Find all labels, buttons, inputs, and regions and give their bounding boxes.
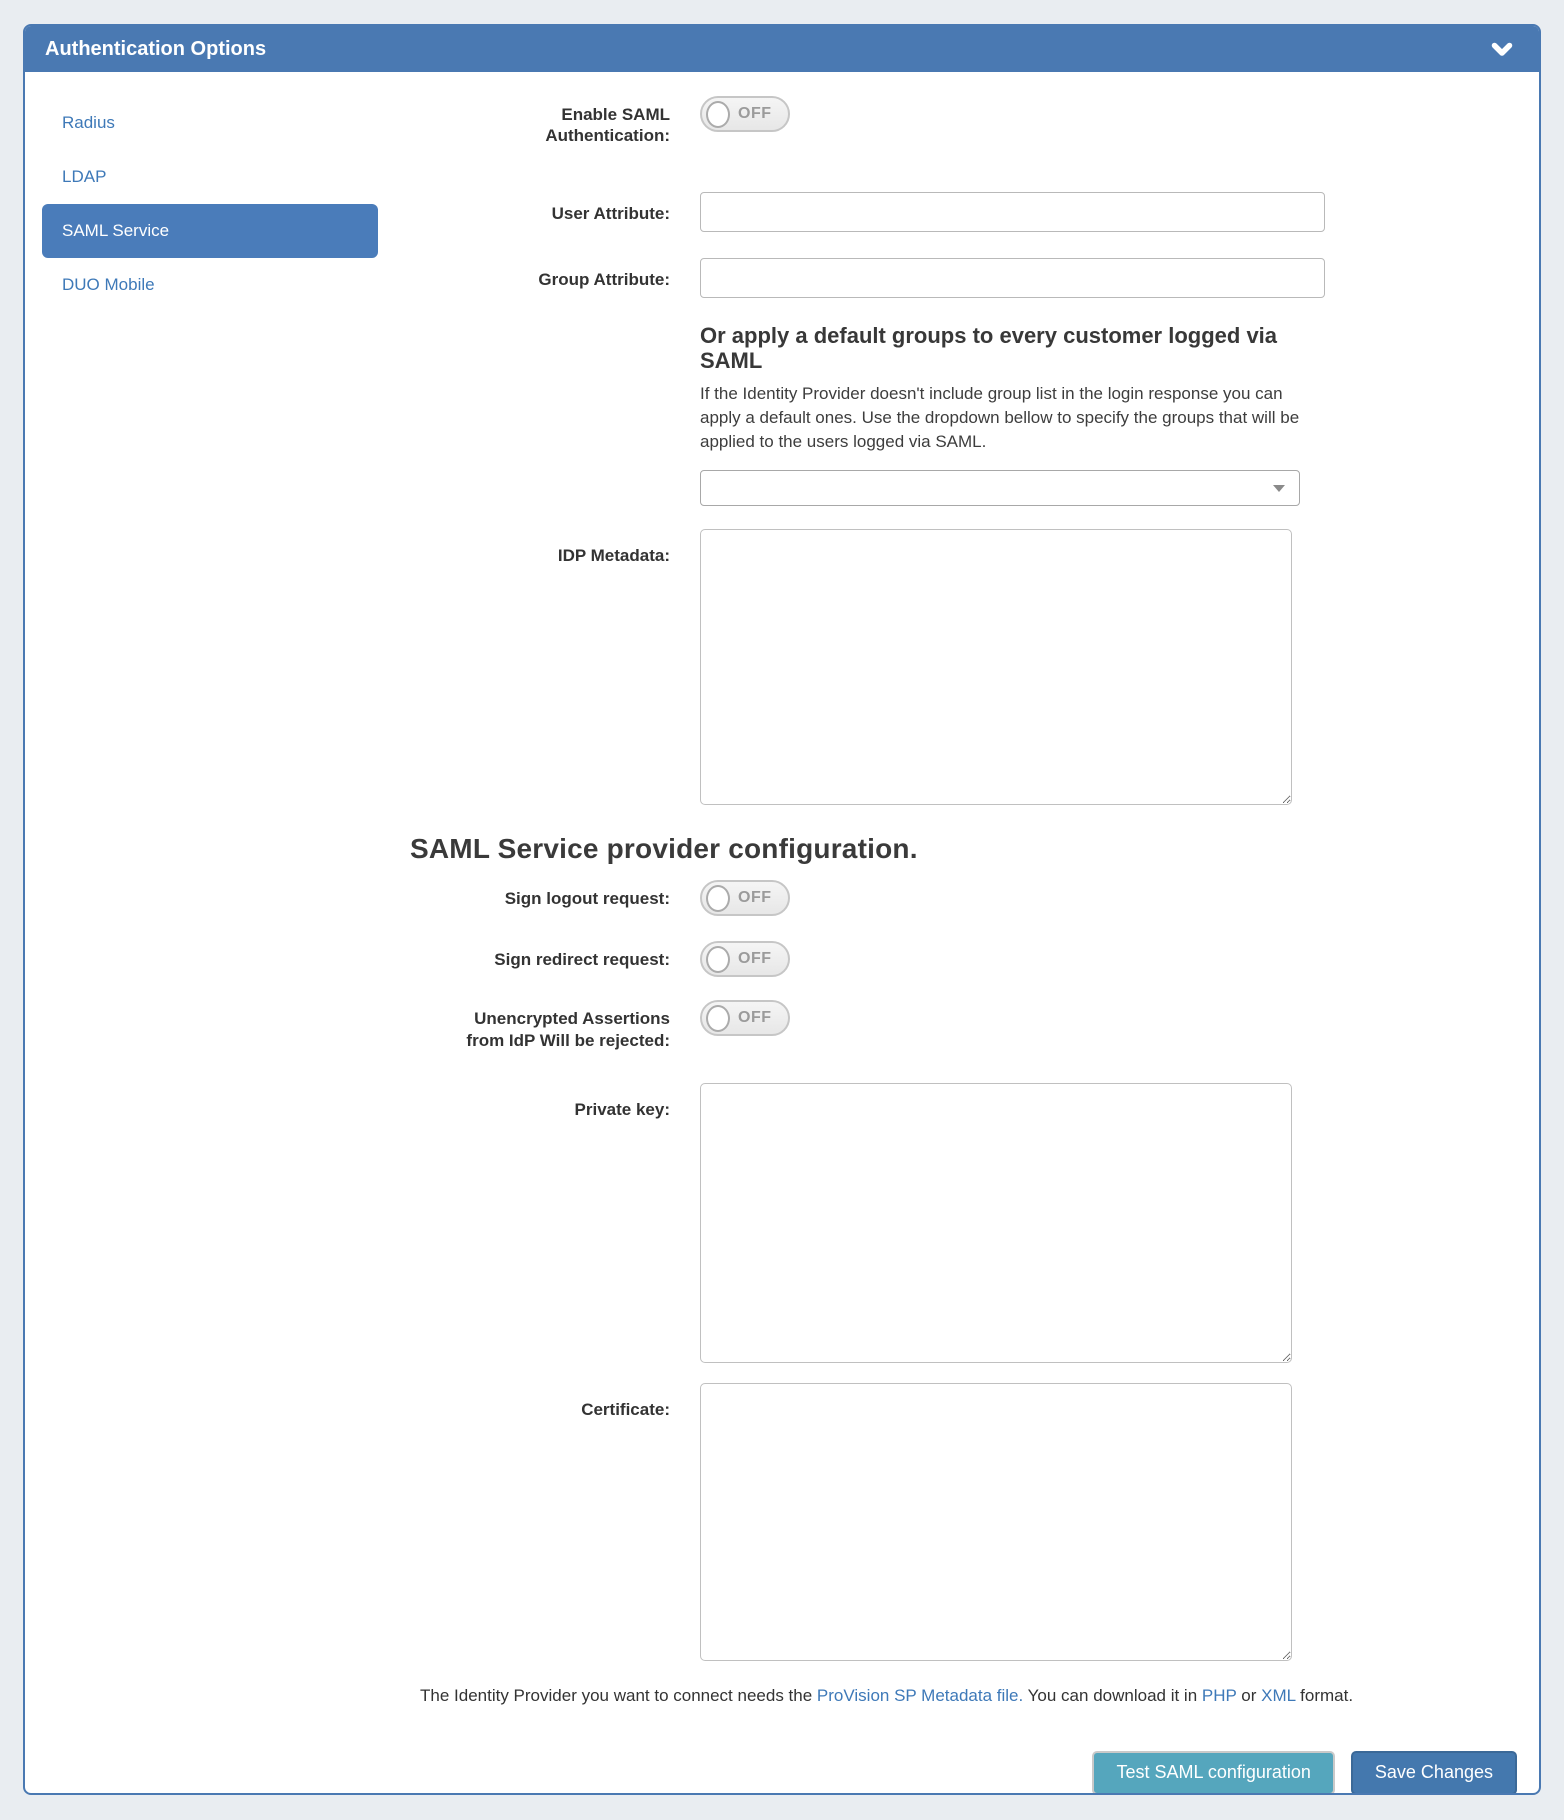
sign-logout-label: Sign logout request: (504, 889, 670, 909)
sidebar-item-radius[interactable]: Radius (62, 113, 115, 132)
user-attribute-row (455, 192, 1539, 232)
sign-logout-row (455, 880, 1539, 916)
sign-redirect-row (455, 941, 1539, 977)
toggle-state-label: OFF (738, 105, 772, 122)
panel-title: Authentication Options (45, 37, 267, 60)
sp-metadata-note (420, 1686, 1539, 1706)
toggle-knob-icon (706, 1005, 730, 1032)
test-saml-configuration-button[interactable]: Test SAML configuration (1092, 1751, 1334, 1795)
certificate-label: Certificate: (581, 1399, 670, 1419)
toggle-state-label: OFF (738, 889, 772, 907)
default-groups-block (700, 323, 1539, 507)
user-attribute-label: User Attribute: (551, 203, 670, 223)
authentication-options-panel (23, 24, 1541, 1795)
unencrypted-assertions-toggle[interactable] (700, 1000, 790, 1036)
default-groups-heading: Or apply a default groups to every customer logged via SAML (700, 322, 1278, 374)
idp-metadata-label: IDP Metadata: (557, 546, 670, 566)
action-buttons-row (410, 1751, 1539, 1795)
note-text: The Identity Provider you want to connect needs the (420, 1685, 817, 1705)
user-attribute-input[interactable] (700, 192, 1325, 232)
auth-methods-list (42, 96, 378, 312)
unencrypted-assertions-row (455, 1000, 1539, 1051)
php-format-link[interactable]: PHP (1201, 1685, 1237, 1705)
sign-logout-toggle[interactable] (700, 880, 790, 916)
enable-saml-toggle[interactable] (700, 96, 790, 132)
default-groups-description: If the Identity Provider doesn't include group list in the login response you can apply a default ones. Use the dropdown bellow to specify the groups that will be applied to the users logged via SAML. (700, 383, 1300, 451)
certificate-textarea[interactable] (700, 1383, 1292, 1661)
toggle-state-label: OFF (738, 1009, 772, 1027)
unencrypted-assertions-label: Unencrypted Assertions from IdP Will be rejected: (466, 1009, 670, 1050)
private-key-textarea[interactable] (700, 1083, 1292, 1363)
idp-metadata-row (455, 529, 1539, 805)
panel-body (25, 72, 1539, 1793)
default-groups-select[interactable] (700, 470, 1300, 506)
auth-methods-sidebar (25, 72, 410, 1793)
provision-sp-metadata-link[interactable]: ProVision SP Metadata file. (816, 1685, 1024, 1705)
panel-header (25, 26, 1539, 72)
private-key-row (455, 1083, 1539, 1363)
sidebar-item-duo-mobile[interactable]: DUO Mobile (62, 275, 155, 294)
certificate-row (455, 1383, 1539, 1661)
enable-saml-label: Enable SAML Authentication: (545, 105, 670, 146)
sign-redirect-toggle[interactable] (700, 941, 790, 977)
caret-down-icon (1273, 485, 1285, 492)
group-attribute-row (455, 258, 1539, 298)
idp-metadata-textarea[interactable] (700, 529, 1292, 805)
sign-redirect-label: Sign redirect request: (494, 950, 670, 970)
xml-format-link[interactable]: XML (1261, 1685, 1296, 1705)
sidebar-item-ldap[interactable]: LDAP (62, 167, 107, 186)
enable-saml-row (455, 96, 1539, 147)
toggle-knob-icon (706, 885, 730, 912)
private-key-label: Private key: (574, 1099, 670, 1119)
chevron-down-icon[interactable] (1491, 42, 1513, 57)
saml-settings-main (410, 72, 1539, 1793)
note-text: format. (1295, 1685, 1354, 1705)
toggle-knob-icon (706, 946, 730, 973)
note-text: or (1236, 1685, 1262, 1705)
toggle-state-label: OFF (738, 950, 772, 968)
save-changes-button[interactable]: Save Changes (1351, 1751, 1517, 1795)
note-text: You can download it in (1023, 1685, 1202, 1705)
group-attribute-input[interactable] (700, 258, 1325, 298)
group-attribute-label: Group Attribute: (538, 269, 670, 289)
sidebar-item-saml-service[interactable]: SAML Service (42, 204, 378, 258)
toggle-knob-icon (706, 101, 730, 128)
sp-configuration-heading: SAML Service provider configuration. (410, 833, 918, 865)
